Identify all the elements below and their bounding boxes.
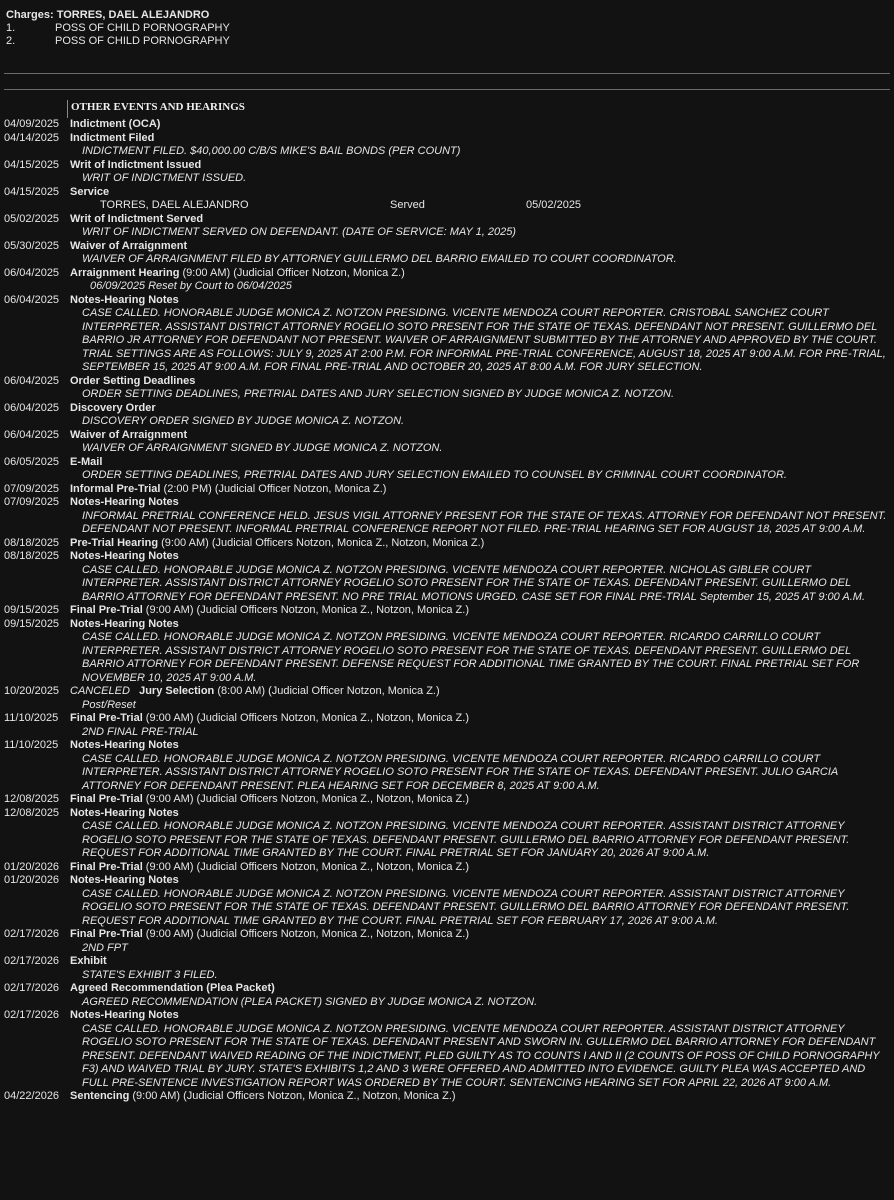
event-title: Agreed Recommendation (Plea Packet) [70, 982, 275, 994]
served-status: Served [390, 199, 425, 211]
event-row [4, 375, 890, 402]
section-title: OTHER EVENTS AND HEARINGS [71, 101, 245, 113]
event-title: Final Pre-Trial [70, 604, 143, 616]
event-row [4, 793, 890, 807]
event-date: 04/14/2025 [4, 131, 60, 144]
event-date: 05/30/2025 [4, 239, 60, 252]
event-title: Indictment Filed [70, 131, 155, 144]
event-date: 02/17/2026 [4, 982, 60, 994]
event-row [4, 159, 890, 186]
charges-block [6, 9, 230, 48]
event-title-line [70, 132, 890, 146]
events-list [4, 118, 890, 1104]
event-title: Notes-Hearing Notes [70, 739, 179, 751]
event-title-line [70, 1009, 890, 1023]
event-row [4, 267, 890, 294]
event-detail: CASE CALLED. HONORABLE JUDGE MONICA Z. NOTZON PRESIDING. VICENTE MENDOZA COURT REPORTER. RICARDO CARRILLO COURT INTERPRETER. ASSISTANT DISTRICT ATTORNEY ROGELIO SOTO PRESENT FOR THE STATE OF TEXAS. DEFENDANT PRESENT. JULIO GARCIA ATTORNEY FOR DEFENDANT PRESENT. PLEA HEARING SET FOR DECEMBER 8, 2025 AT 9:00 A.M. [82, 752, 838, 792]
event-row [4, 132, 890, 159]
event-body [70, 793, 890, 807]
event-title: Writ of Indictment Issued [70, 158, 202, 171]
event-detail: Post/Reset [82, 698, 136, 711]
divider-bottom [4, 89, 890, 90]
event-date: 06/05/2025 [4, 455, 60, 468]
event-title-line [70, 456, 890, 470]
event-title-line [70, 159, 890, 173]
event-body [70, 861, 890, 875]
event-title-line [70, 294, 890, 308]
event-extra: (9:00 AM) (Judicial Officers Notzon, Monica Z., Notzon, Monica Z.) [142, 604, 469, 616]
event-row [4, 739, 890, 793]
event-title-line [70, 550, 890, 564]
event-row [4, 186, 890, 213]
event-title-line [70, 793, 890, 807]
event-body [70, 375, 890, 402]
event-title: Notes-Hearing Notes [70, 550, 179, 562]
event-date: 01/20/2026 [4, 860, 60, 873]
event-body [70, 213, 890, 240]
event-date: 09/15/2025 [4, 604, 60, 616]
event-body [70, 712, 890, 739]
event-date: 12/08/2025 [4, 793, 60, 805]
event-date: 10/20/2025 [4, 685, 60, 697]
event-title: Notes-Hearing Notes [70, 496, 179, 508]
event-body [70, 874, 890, 928]
event-row [4, 928, 890, 955]
event-title: Order Setting Deadlines [70, 374, 196, 387]
event-title: Pre-Trial Hearing [70, 536, 159, 549]
event-extra: (9:00 AM) (Judicial Officers Notzon, Monica Z., Notzon, Monica Z.) [142, 793, 469, 805]
event-body [70, 807, 890, 861]
event-row [4, 861, 890, 875]
event-title: Notes-Hearing Notes [70, 1009, 179, 1021]
event-body [70, 118, 890, 132]
event-body [70, 618, 890, 686]
event-date: 02/17/2026 [4, 955, 60, 967]
charge-item [6, 35, 230, 48]
service-details [70, 199, 890, 213]
event-body [70, 429, 890, 456]
event-body [70, 928, 890, 955]
event-title-line [70, 874, 890, 888]
event-row [4, 456, 890, 483]
event-date: 11/10/2025 [4, 712, 59, 724]
event-title-line [70, 375, 890, 389]
event-body [70, 159, 890, 186]
event-title-line [70, 861, 890, 875]
event-detail: ORDER SETTING DEADLINES, PRETRIAL DATES AND JURY SELECTION EMAILED TO COUNSEL BY CRIMINAL COURT COORDINATOR. [82, 469, 787, 481]
event-date: 09/15/2025 [4, 617, 60, 630]
event-extra: (9:00 AM) (Judicial Officers Notzon, Monica Z., Notzon, Monica Z.) [158, 536, 485, 549]
event-body [70, 550, 890, 604]
event-detail: INFORMAL PRETRIAL CONFERENCE HELD. JESUS VIGIL ATTORNEY PRESENT FOR THE STATE OF TEXAS. ATTORNEY FOR DEFENDANT NOT PRESENT. DEFENDANT NOT PRESENT. INFORMAL PRETRIAL CONFERENCE REPORT NOT FILED. PRE-TRIAL HEARING SET FOR AUGUST 18, 2025 AT 9:00 A.M. [82, 509, 887, 535]
charge-item [6, 22, 230, 35]
event-date: 06/04/2025 [4, 428, 60, 441]
event-row [4, 483, 890, 497]
event-title: Waiver of Arraignment [70, 239, 188, 252]
event-body [70, 186, 890, 213]
event-detail: WAIVER OF ARRAIGNMENT FILED BY ATTORNEY GUILLERMO DEL BARRIO EMAILED TO COURT COORDINATOR. [82, 253, 677, 265]
event-title-line [70, 537, 890, 551]
event-title: Discovery Order [70, 401, 156, 414]
event-detail: 2ND FPT [82, 941, 128, 954]
event-date: 06/04/2025 [4, 374, 60, 387]
spacer [130, 685, 139, 697]
event-title: Sentencing [70, 1090, 130, 1102]
event-extra: (2:00 PM) (Judicial Officer Notzon, Monica Z.) [160, 482, 387, 495]
event-row [4, 402, 890, 429]
event-row [4, 240, 890, 267]
event-date: 08/18/2025 [4, 550, 60, 562]
event-row [4, 537, 890, 551]
canceled-label: CANCELED [70, 685, 130, 697]
event-row [4, 294, 890, 375]
event-title-line [70, 240, 890, 254]
charge-list [6, 22, 230, 48]
event-detail: CASE CALLED. HONORABLE JUDGE MONICA Z. NOTZON PRESIDING. VICENTE MENDOZA COURT REPORTER. NICHOLAS GIBLER COURT INTERPRETER. ASSISTANT DISTRICT ATTORNEY ROGELIO SOTO PRESENT FOR THE STATE OF TEXAS. DEFENDANT PRESENT. GUILLERMO DEL BARRIO ATTORNEY FOR DEFENDANT PRESENT. NO PRE TRIAL MOTIONS URGED. CASE SET FOR FINAL PRE-TRIAL September 15, 2025 AT 9:00 A.M. [82, 563, 866, 603]
event-body [70, 456, 890, 483]
event-title-line [70, 213, 890, 227]
event-title: Final Pre-Trial [70, 928, 143, 940]
event-detail: WRIT OF INDICTMENT ISSUED. [82, 172, 247, 184]
event-title: Informal Pre-Trial [70, 482, 161, 495]
event-date: 08/18/2025 [4, 536, 60, 549]
event-title: E-Mail [70, 455, 103, 468]
event-title-line [70, 118, 890, 132]
event-title: Service [70, 185, 110, 198]
event-title: Writ of Indictment Served [70, 212, 204, 225]
event-body [70, 604, 890, 618]
event-date: 02/17/2026 [4, 1009, 60, 1021]
charge-description: POSS OF CHILD PORNOGRAPHY [55, 35, 230, 47]
event-row [4, 874, 890, 928]
event-body [70, 402, 890, 429]
event-date: 06/04/2025 [4, 266, 60, 279]
event-row [4, 118, 890, 132]
event-title: Waiver of Arraignment [70, 428, 188, 441]
event-body [70, 1009, 890, 1090]
event-row [4, 429, 890, 456]
event-body [70, 739, 890, 793]
charges-heading: Charges: TORRES, DAEL ALEJANDRO [6, 9, 210, 21]
column-divider [67, 100, 68, 118]
charge-number: 1. [6, 22, 16, 34]
event-date: 06/04/2025 [4, 401, 60, 414]
event-body [70, 496, 890, 537]
event-title-line [70, 267, 890, 281]
event-body [70, 483, 890, 497]
event-title-line [70, 955, 890, 969]
event-detail: CASE CALLED. HONORABLE JUDGE MONICA Z. NOTZON PRESIDING. VICENTE MENDOZA COURT REPORTER. RICARDO CARRILLO COURT INTERPRETER. ASSISTANT DISTRICT ATTORNEY ROGELIO SOTO PRESENT FOR THE STATE OF TEXAS. DEFENDANT PRESENT. GUILLERMO DEL BARRIO ATTORNEY FOR DEFENDANT PRESENT. DEFENSE REQUEST FOR ADDITIONAL TIME GRANTED BY THE COURT. FINAL PRETRIAL SET FOR NOVEMBER 10, 2025 AT 9:00 A.M. [82, 631, 860, 684]
event-row [4, 955, 890, 982]
event-row [4, 982, 890, 1009]
event-detail: CASE CALLED. HONORABLE JUDGE MONICA Z. NOTZON PRESIDING. VICENTE MENDOZA COURT REPORTER. CRISTOBAL SANCHEZ COURT INTERPRETER. ASSISTANT DISTRICT ATTORNEY ROGELIO SOTO PRESENT FOR THE STATE OF TEXAS. DEFENDANT NOT PRESENT. GUILLERMO DEL BARRIO JR ATTORNEY FOR DEFENDANT NOT PRESENT. WAIVER OF ARRAIGNMENT SUBMITTED BY THE ATTORNEY AND APPROVED BY THE COURT. TRIAL SETTINGS ARE AS FOLLOWS: JULY 9, 2025 AT 2:00 P.M. FOR INFORMAL PRE-TRIAL CONFERENCE, AUGUST 18, 2025 AT 9:00 A.M. FOR PRE-TRIAL, SEPTEMBER 15, 2025 AT 9:00 A.M. FOR FINAL PRE-TRIAL AND OCTOBER 20, 2025 AT 8:00 A.M. FOR JURY SELECTION. [82, 307, 886, 373]
charge-number: 2. [6, 35, 16, 47]
event-title-line [70, 712, 890, 726]
event-title-line [70, 928, 890, 942]
event-extra: (9:00 AM) (Judicial Officers Notzon, Monica Z., Notzon, Monica Z.) [142, 928, 469, 940]
event-title-line [70, 402, 890, 416]
event-title-line [70, 1090, 890, 1104]
served-date: 05/02/2025 [526, 199, 582, 211]
event-reset-note: 06/09/2025 Reset by Court to 06/04/2025 [90, 280, 292, 292]
event-date: 12/08/2025 [4, 806, 60, 819]
event-date: 02/17/2026 [4, 928, 60, 940]
event-detail: AGREED RECOMMENDATION (PLEA PACKET) SIGNED BY JUDGE MONICA Z. NOTZON. [82, 995, 538, 1008]
event-title: Arraignment Hearing [70, 266, 180, 279]
event-extra: (8:00 AM) (Judicial Officer Notzon, Monica Z.) [214, 685, 440, 697]
event-row [4, 618, 890, 686]
event-row [4, 1090, 890, 1104]
event-title: Final Pre-Trial [70, 860, 143, 873]
event-body [70, 267, 890, 294]
event-row [4, 1009, 890, 1090]
event-row [4, 685, 890, 712]
event-date: 04/15/2025 [4, 158, 60, 171]
event-title: Notes-Hearing Notes [70, 806, 179, 819]
divider-top [4, 73, 890, 74]
event-detail: CASE CALLED. HONORABLE JUDGE MONICA Z. NOTZON PRESIDING. VICENTE MENDOZA COURT REPORTER. ASSISTANT DISTRICT ATTORNEY ROGELIO SOTO PRESENT FOR THE STATE OF TEXAS. DEFENDANT PRESENT. GUILLERMO DEL BARRIO ATTORNEY FOR DEFENDANT PRESENT. REQUEST FOR ADDITIONAL TIME GRANTED BY THE COURT. FINAL PRETRIAL SET FOR FEBRUARY 17, 2026 AT 9:00 A.M. [82, 887, 850, 927]
event-body [70, 240, 890, 267]
event-row [4, 213, 890, 240]
event-date: 05/02/2025 [4, 212, 60, 225]
event-title-line [70, 429, 890, 443]
event-title: Exhibit [70, 955, 107, 967]
event-date: 06/04/2025 [4, 293, 60, 306]
event-title-line [70, 618, 890, 632]
event-extra: (9:00 AM) (Judicial Officer Notzon, Monica Z.) [179, 266, 405, 279]
event-title-line [70, 739, 890, 753]
event-title-line [70, 685, 890, 699]
event-date: 04/22/2026 [4, 1090, 60, 1102]
event-row [4, 496, 890, 537]
event-body [70, 955, 890, 982]
event-title-line [70, 186, 890, 200]
event-extra: (9:00 AM) (Judicial Officers Notzon, Monica Z., Notzon, Monica Z.) [142, 712, 469, 724]
event-extra: (9:00 AM) (Judicial Officers Notzon, Monica Z., Notzon, Monica Z.) [142, 860, 469, 873]
served-party: TORRES, DAEL ALEJANDRO [100, 199, 249, 211]
event-date: 07/09/2025 [4, 482, 60, 495]
event-row [4, 807, 890, 861]
event-body [70, 294, 890, 375]
event-date: 11/10/2025 [4, 739, 59, 751]
event-detail: 2ND FINAL PRE-TRIAL [82, 725, 199, 738]
event-detail: ORDER SETTING DEADLINES, PRETRIAL DATES AND JURY SELECTION SIGNED BY JUDGE MONICA Z. NOTZON. [82, 388, 675, 400]
event-detail: WAIVER OF ARRAIGNMENT SIGNED BY JUDGE MONICA Z. NOTZON. [82, 442, 443, 454]
event-date: 07/09/2025 [4, 496, 60, 508]
event-detail: INDICTMENT FILED. $40,000.00 C/B/S MIKE'S BAIL BONDS (PER COUNT) [82, 145, 461, 157]
event-detail: CASE CALLED. HONORABLE JUDGE MONICA Z. NOTZON PRESIDING. VICENTE MENDOZA COURT REPORTER. ASSISTANT DISTRICT ATTORNEY ROGELIO SOTO PRESENT FOR THE STATE OF TEXAS. DEFENDANT PRESENT. GUILLERMO DEL BARRIO ATTORNEY FOR DEFENDANT PRESENT. REQUEST FOR ADDITIONAL TIME GRANTED BY THE COURT. FINAL PRETRIAL SET FOR JANUARY 20, 2026 AT 9:00 A.M. [82, 820, 850, 859]
event-date: 04/15/2025 [4, 185, 60, 198]
event-title: Jury Selection [139, 685, 215, 697]
event-row [4, 604, 890, 618]
event-title: Final Pre-Trial [70, 712, 143, 724]
event-row [4, 712, 890, 739]
event-body [70, 982, 890, 1009]
event-body [70, 537, 890, 551]
event-title-line [70, 982, 890, 996]
event-body [70, 132, 890, 159]
event-date: 01/20/2026 [4, 874, 60, 886]
event-detail: DISCOVERY ORDER SIGNED BY JUDGE MONICA Z. NOTZON. [82, 415, 405, 427]
event-detail: STATE'S EXHIBIT 3 FILED. [82, 968, 218, 981]
event-title-line [70, 604, 890, 618]
event-title-line [70, 496, 890, 510]
event-title: Notes-Hearing Notes [70, 617, 179, 630]
event-detail: CASE CALLED. HONORABLE JUDGE MONICA Z. NOTZON PRESIDING. VICENTE MENDOZA COURT REPORTER. ASSISTANT DISTRICT ATTORNEY ROGELIO SOTO PRESENT FOR THE STATE OF TEXAS. DEFENDANT PRESENT AND SWORN IN. GULLERMO DEL BARRIO ATTORNEY FOR DEFENDANT PRESENT. DEFENDANT WAIVED READING OF THE INDICTMENT, PLED GUILTY AS TO COUNTS I AND II (2 COUNTS OF POSS OF CHILD PORNOGRAPHY F3) AND WAIVED TRIAL BY JURY. STATE'S EXHIBITS 1,2 AND 3 WERE OFFERED AND ADMITTED INTO EVIDENCE. GUILTY PLEA WAS ACCEPTED AND FULL PRE-SENTENCE INVESTIGATION REPORT WAS ORDERED BY THE COURT. SENTENCING HEARING SET FOR APRIL 22, 2026 AT 9:00 A.M. [82, 1022, 880, 1089]
event-title: Notes-Hearing Notes [70, 293, 179, 306]
charge-description: POSS OF CHILD PORNOGRAPHY [55, 22, 230, 34]
event-body [70, 1090, 890, 1104]
event-date: 04/09/2025 [4, 118, 60, 130]
event-extra: (9:00 AM) (Judicial Officers Notzon, Monica Z., Notzon, Monica Z.) [129, 1090, 456, 1102]
event-title: Final Pre-Trial [70, 793, 143, 805]
event-title: Indictment (OCA) [70, 118, 161, 130]
event-title: Notes-Hearing Notes [70, 874, 179, 886]
event-detail: WRIT OF INDICTMENT SERVED ON DEFENDANT. (DATE OF SERVICE: MAY 1, 2025) [82, 226, 516, 238]
event-body [70, 685, 890, 712]
event-row [4, 550, 890, 604]
event-title-line [70, 807, 890, 821]
event-title-line [70, 483, 890, 497]
